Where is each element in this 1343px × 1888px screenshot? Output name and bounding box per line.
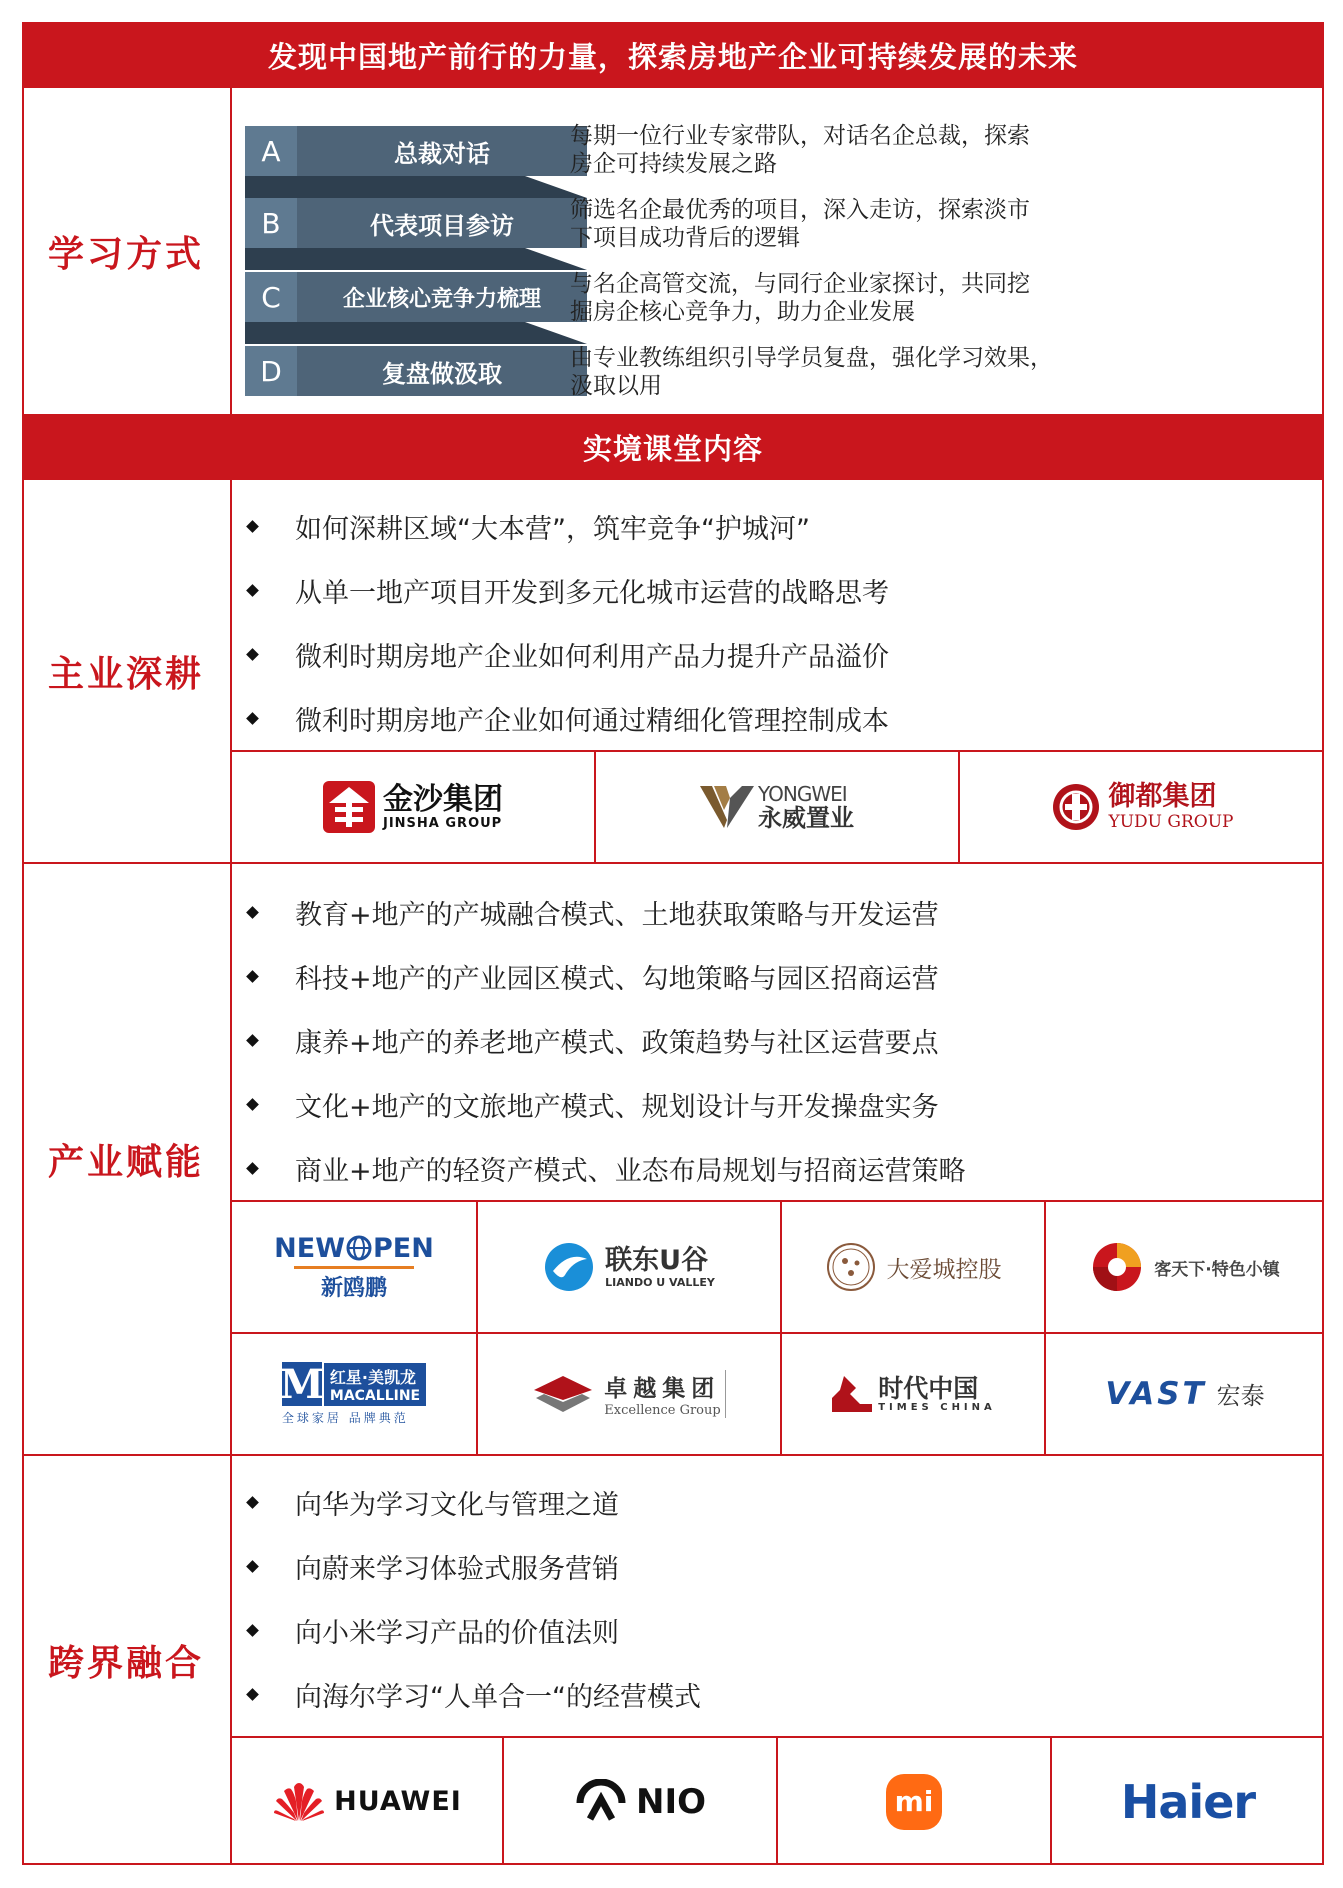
- logo-sub: 宏泰: [1216, 1382, 1265, 1410]
- diamond-bullet-icon: [246, 1560, 259, 1573]
- diamond-bullet-icon: [246, 1624, 259, 1637]
- logo-sub: Excellence Group: [604, 1403, 721, 1418]
- liandong-logo-icon: [543, 1241, 595, 1293]
- logo-macalline: [232, 1334, 476, 1454]
- vast-logo-icon: [1105, 1376, 1264, 1412]
- globe-icon: [346, 1235, 372, 1261]
- list-item: 从单一地产项目开发到多元化城市运营的战略思考: [232, 570, 889, 610]
- diamond-bullet-icon: [246, 906, 259, 919]
- logo-newopen: [232, 1202, 476, 1332]
- logo-sub: YONGWEI: [758, 782, 847, 806]
- section-title-methods: 学习方式: [47, 232, 204, 275]
- diamond-bullet-icon: [246, 1162, 259, 1175]
- logo-jinsha: [232, 752, 594, 862]
- diamond-bullet-icon: [246, 584, 259, 597]
- logo-name: mi: [894, 1785, 934, 1818]
- list-item: 商业+地产的轻资产模式、业态布局规划与招商运营策略: [232, 1148, 966, 1188]
- logo-sub: JINSHA GROUP: [383, 815, 503, 831]
- logo-name-2: PEN: [372, 1232, 434, 1264]
- list-item: 向小米学习产品的价值法则: [232, 1610, 619, 1650]
- method-letter: C: [245, 272, 297, 322]
- logo-yongwei: [596, 752, 958, 862]
- logo-yudu: [960, 752, 1324, 862]
- connector-arrow-icon: [245, 248, 587, 270]
- method-name: 企业核心竞争力梳理: [297, 272, 587, 322]
- list-item: 文化+地产的文旅地产模式、规划设计与开发操盘实务: [232, 1084, 939, 1124]
- content-bar-title: 实境课堂内容: [22, 414, 1324, 480]
- logo-nio: [504, 1738, 776, 1865]
- logo-name: 客天下·特色小镇: [1154, 1259, 1280, 1280]
- nio-logo-icon: [574, 1779, 628, 1825]
- logo-sub: MACALLINE: [329, 1387, 421, 1404]
- yongwei-logo-icon: [700, 784, 754, 830]
- method-desc: 与名企高管交流，与同行企业家探讨，共同挖 掘房企核心竞争力，助力企业发展: [570, 271, 1030, 325]
- logo-name: 联东U谷: [605, 1244, 709, 1276]
- method-name: 总裁对话: [297, 126, 587, 176]
- logo-xiaomi: [778, 1738, 1050, 1865]
- logo-zhuoyue: [478, 1334, 780, 1454]
- logo-sub: LIANDO U VALLEY: [605, 1275, 715, 1289]
- logo-name: 金沙集团: [383, 781, 503, 817]
- huawei-logo-icon: [272, 1781, 326, 1823]
- method-name: 代表项目参访: [297, 198, 587, 248]
- diamond-bullet-icon: [246, 1034, 259, 1047]
- logo-name: 御都集团: [1108, 781, 1217, 812]
- logo-sub: YUDU GROUP: [1108, 812, 1234, 832]
- logo-name: NIO: [635, 1781, 706, 1822]
- header-title: 发现中国地产前行的力量，探索房地产企业可持续发展的未来: [22, 22, 1324, 88]
- list-item: 微利时期房地产企业如何利用产品力提升产品溢价: [232, 634, 889, 674]
- method-letter: D: [245, 346, 297, 396]
- list-item: 教育+地产的产城融合模式、土地获取策略与开发运营: [232, 892, 939, 932]
- diamond-bullet-icon: [246, 648, 259, 661]
- diamond-bullet-icon: [246, 970, 259, 983]
- method-desc: 由专业教练组织引导学员复盘，强化学习效果， 汲取以用: [570, 345, 1053, 399]
- logo-times-china: [782, 1334, 1044, 1454]
- method-name: 复盘做汲取: [297, 346, 587, 396]
- macalline-logo-icon: M: [279, 1360, 325, 1408]
- diamond-bullet-icon: [246, 520, 259, 533]
- logo-vast: [1046, 1334, 1324, 1454]
- divider: [230, 88, 232, 414]
- method-desc: 筛选名企最优秀的项目，深入走访，探索淡市 下项目成功背后的逻辑: [570, 197, 1030, 251]
- diamond-bullet-icon: [246, 1098, 259, 1111]
- method-letter: B: [245, 198, 297, 248]
- jinsha-logo-icon: [323, 781, 375, 833]
- daai-logo-icon: [825, 1241, 877, 1293]
- logo-name: 大爱城控股: [886, 1256, 1002, 1283]
- connector-arrow-icon: [245, 322, 587, 344]
- logo-name: HUAWEI: [334, 1786, 462, 1817]
- list-item: 如何深耕区域“大本营”，筑牢竞争“护城河”: [232, 506, 810, 546]
- logo-liandong: [478, 1202, 780, 1332]
- zhuoyue-logo-icon: [532, 1374, 594, 1414]
- method-letter: A: [245, 126, 297, 176]
- section-title-industry: 产业赋能: [47, 1140, 204, 1183]
- logo-daai: [782, 1202, 1044, 1332]
- logo-name: 红星·美凯龙: [329, 1367, 416, 1387]
- logo-sub: TIMES CHINA: [878, 1401, 996, 1413]
- section-title-crossover: 跨界融合: [47, 1642, 204, 1684]
- list-item: 科技+地产的产业园区模式、勾地策略与园区招商运营: [232, 956, 939, 996]
- ketianxia-logo-icon: [1090, 1240, 1144, 1294]
- yudu-logo-icon: [1051, 782, 1101, 832]
- logo-name: VAST: [1105, 1376, 1207, 1412]
- logo-haier: [1052, 1738, 1324, 1865]
- logo-huawei: [232, 1738, 502, 1865]
- logo-name: 时代中国: [878, 1373, 979, 1403]
- list-item: 向华为学习文化与管理之道: [232, 1482, 619, 1522]
- diamond-bullet-icon: [246, 1496, 259, 1509]
- logo-name: NEW: [274, 1232, 345, 1264]
- list-item: 康养+地产的养老地产模式、政策趋势与社区运营要点: [232, 1020, 939, 1060]
- list-item: 向蔚来学习体验式服务营销: [232, 1546, 619, 1586]
- times-china-logo-icon: [830, 1374, 874, 1414]
- section-title-core: 主业深耕: [47, 652, 204, 695]
- xiaomi-logo-icon: [886, 1774, 942, 1830]
- list-item: 向海尔学习“人单合一“的经营模式: [232, 1674, 701, 1714]
- diamond-bullet-icon: [246, 1688, 259, 1701]
- diamond-bullet-icon: [246, 712, 259, 725]
- logo-name: 永威置业: [758, 804, 854, 832]
- logo-name: 卓越集团: [604, 1376, 721, 1402]
- logo-ketianxia: [1046, 1202, 1324, 1332]
- logo-slogan: 全球家居 品牌典范: [281, 1411, 409, 1425]
- list-item: 微利时期房地产企业如何通过精细化管理控制成本: [232, 698, 889, 738]
- logo-sub: 新鸥鹏: [320, 1275, 387, 1301]
- method-desc: 每期一位行业专家带队，对话名企总裁，探索 房企可持续发展之路: [570, 123, 1030, 177]
- connector-arrow-icon: [245, 176, 587, 198]
- logo-name: Haier: [1120, 1774, 1256, 1829]
